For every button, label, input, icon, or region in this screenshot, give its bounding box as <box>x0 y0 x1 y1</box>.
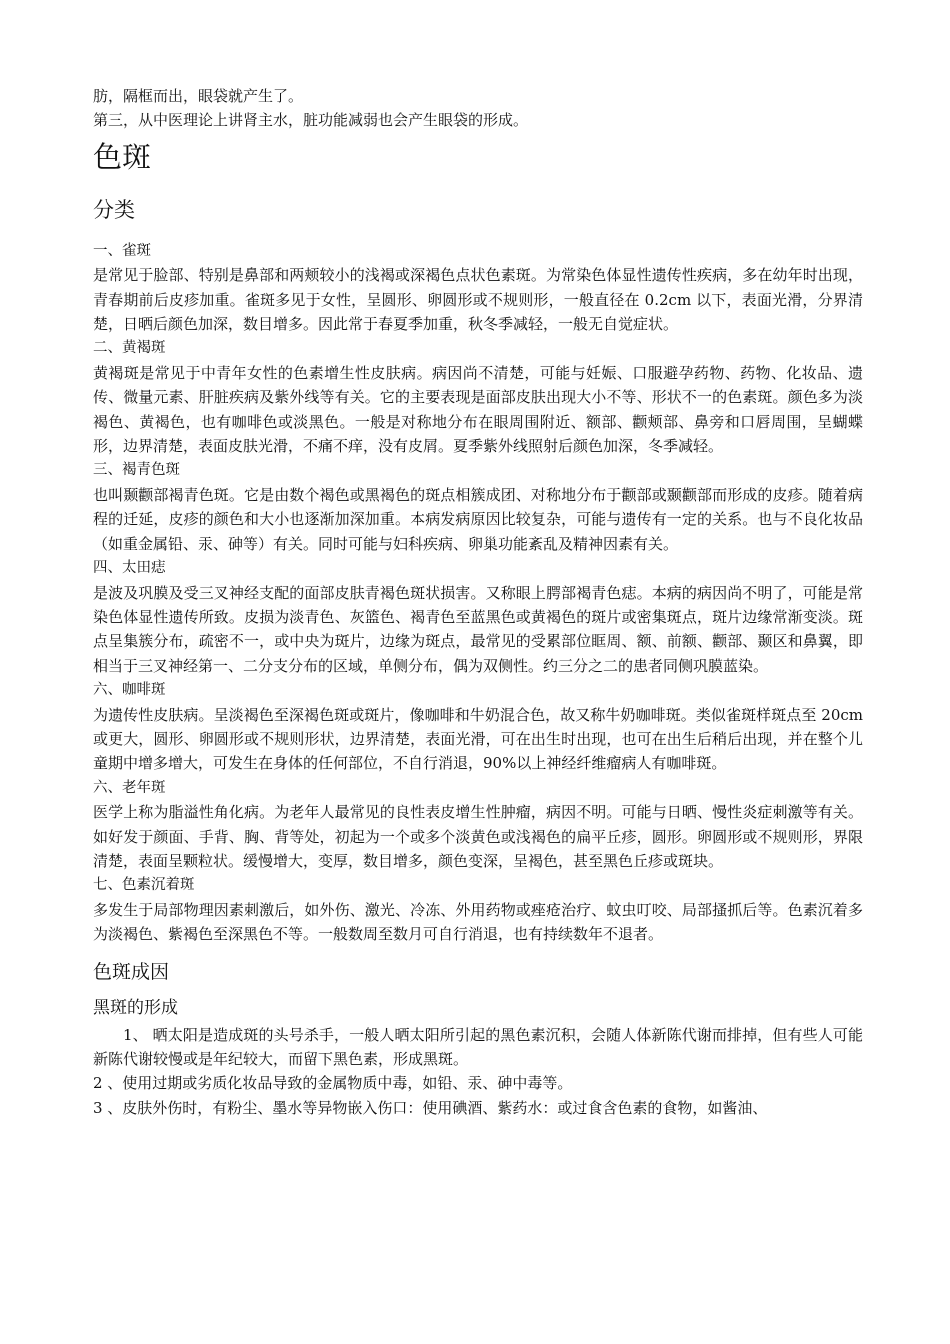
intro-line-1: 肪，隔框而出，眼袋就产生了。 <box>93 87 304 105</box>
item-heading-pigmentation: 七、色素沉着斑 <box>93 877 195 894</box>
section-heading-classification: 分类 <box>93 197 135 222</box>
item-heading-cafe-au-lait: 六、咖啡斑 <box>93 682 166 699</box>
item-text-freckles: 是常见于脸部、特别是鼻部和两颊较小的浅褐或深褐色点状色素斑。为常染色体显性遗传性疾病，多在幼年时出现，青春期前后皮疹加重。雀斑多见于女性，呈圆形、卵圆形或不规则形，一般直径在 0.2cm 以下，表面光滑，分界清楚，日晒后颜色加深，数目增多。因此常于春夏季加重，秋冬季减轻，一般无自觉症状。 <box>93 266 863 334</box>
intro-line-2: 第三，从中医理论上讲肾主水，脏功能减弱也会产生眼袋的形成。 <box>93 111 529 130</box>
subsection-heading-black-spots: 黑斑的形成 <box>93 997 178 1018</box>
cause-item-2: 2 、使用过期或劣质化妆品导致的金属物质中毒，如铅、汞、砷中毒等。 <box>93 1074 573 1093</box>
section-heading-causes: 色斑成因 <box>93 960 170 983</box>
item-heading-freckles: 一、雀斑 <box>93 242 151 259</box>
cause-item-1: 1、 晒太阳是造成斑的头号杀手，一般人晒太阳所引起的黑色素沉积，会随人体新陈代谢而排掉，但有些人可能新陈代谢较慢或是年纪较大，而留下黑色素，形成黑斑。 <box>93 1025 863 1068</box>
item-text-age-spots: 医学上称为脂溢性角化病。为老年人最常见的良性表皮增生性肿瘤，病因不明。可能与日晒、慢性炎症刺激等有关。如好发于颜面、手背、胸、背等处，初起为一个或多个淡黄色或浅褐色的扁平丘疹，圆形。卵圆形或不规则形，界限清楚，表面呈颗粒状。缓慢增大，变厚，数目增多，颜色变深，呈褐色，甚至黑色丘疹或斑块。 <box>93 803 863 870</box>
item-heading-hori-nevus: 三、褐青色斑 <box>93 462 180 479</box>
item-text-ota-nevus: 是波及巩膜及受三叉神经支配的面部皮肤青褐色斑状损害。又称眼上腭部褐青色痣。本病的病因尚不明了，可能是常染色体显性遗传所致。皮损为淡青色、灰篮色、褐青色至蓝黑色或黄褐色的斑片或密集斑点，斑片边缘常渐变淡。斑点呈集簇分布，疏密不一，或中央为斑片，边缘为斑点，最常见的受累部位眶周、额、前额、颧部、颞区和鼻翼，即相当于三叉神经第一、二分支分布的区域，单侧分布，偶为双侧性。约三分之二的患者同侧巩膜蓝染。 <box>93 583 863 675</box>
page-title: 色斑 <box>93 139 152 174</box>
cause-item-3: 3 、皮肤外伤时，有粉尘、墨水等异物嵌入伤口：使用碘酒、紫药水：或过食含色素的食物，如酱油、 <box>93 1098 768 1117</box>
item-text-hori-nevus: 也叫颞颧部褐青色斑。它是由数个褐色或黑褐色的斑点相簇成团、对称地分布于颧部或颞颧部而形成的皮疹。随着病程的迁延，皮疹的颜色和大小也逐渐加深加重。本病发病原因比较复杂，可能与遗传有一定的关系。也与不良化妆品（如重金属铅、汞、砷等）有关。同时可能与妇科疾病、卵巢功能紊乱及精神因素有关。 <box>93 485 863 553</box>
document-body <box>93 84 863 1120</box>
item-heading-ota-nevus: 四、太田痣 <box>93 560 166 577</box>
item-text-cafe-au-lait: 为遗传性皮肤病。呈淡褐色至深褐色斑或斑片，像咖啡和牛奶混合色，故又称牛奶咖啡斑。类似雀斑样斑点至 20cm 或更大，圆形、卵圆形或不规则形状，边界清楚，表面光滑，可在出生时出现，也可在出生后稍后出现，并在整个儿童期中增多增大，可发生在身体的任何部位，不自行消退，90%以上神经纤维瘤病人有咖啡斑。 <box>93 705 863 773</box>
item-text-pigmentation: 多发生于局部物理因素刺激后，如外伤、激光、冷冻、外用药物或痤疮治疗、蚊虫叮咬、局部搔抓后等。色素沉着多为淡褐色、紫褐色至深黑色不等。一般数周至数月可自行消退，也有持续数年不退者。 <box>93 900 863 944</box>
item-heading-chloasma: 二、黄褐斑 <box>93 340 166 357</box>
item-heading-age-spots: 六、老年斑 <box>93 779 166 796</box>
item-text-chloasma: 黄褐斑是常见于中青年女性的色素增生性皮肤病。病因尚不清楚，可能与妊娠、口服避孕药物、药物、化妆品、遗传、微量元素、肝脏疾病及紫外线等有关。它的主要表现是面部皮肤出现大小不等、形状不一的色素斑。颜色多为淡褐色、黄褐色，也有咖啡色或淡黑色。一般是对称地分布在眼周围附近、额部、颧颊部、鼻旁和口唇周围，呈蝴蝶形，边界清楚，表面皮肤光滑，不痛不痒，没有皮屑。夏季紫外线照射后颜色加深，冬季减轻。 <box>93 363 863 456</box>
